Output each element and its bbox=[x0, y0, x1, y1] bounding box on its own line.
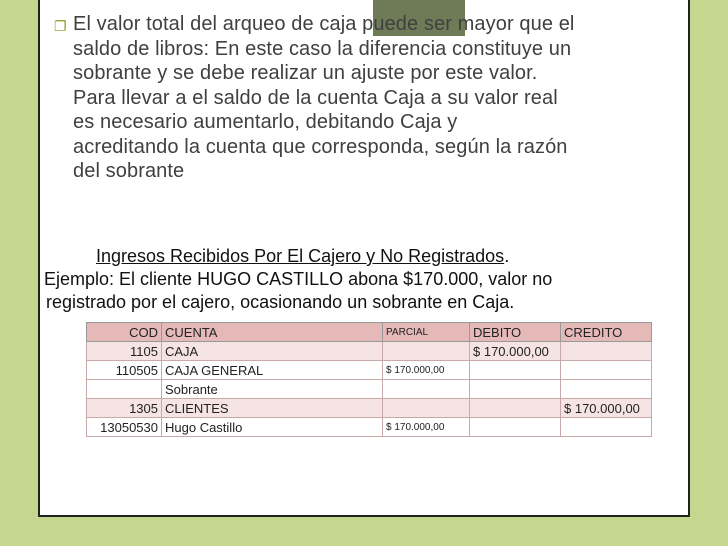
cell-cod: 1105 bbox=[87, 342, 162, 361]
table-row bbox=[87, 399, 652, 418]
section-heading bbox=[96, 246, 509, 267]
header-credito: CREDITO bbox=[561, 323, 652, 342]
cell-cuenta: CAJA bbox=[162, 342, 383, 361]
section-heading-suffix: . bbox=[504, 246, 510, 266]
cell-debito bbox=[470, 380, 561, 399]
cell-debito: $ 170.000,00 bbox=[470, 342, 561, 361]
example-line-1: Ejemplo: El cliente HUGO CASTILLO abona $170.000, valor no bbox=[44, 269, 553, 289]
cell-cuenta: CAJA GENERAL bbox=[162, 361, 383, 380]
cell-credito: $ 170.000,00 bbox=[561, 399, 652, 418]
cell-credito bbox=[561, 380, 652, 399]
section-heading-text: Ingresos Recibidos Por El Cajero y No Registrados bbox=[96, 246, 505, 266]
cell-cod: 110505 bbox=[87, 361, 162, 380]
cell-cod: 13050530 bbox=[87, 418, 162, 437]
bullet-line: acreditando la cuenta que corresponda, según la razón bbox=[73, 135, 568, 158]
header-parcial: PARCIAL bbox=[383, 323, 470, 342]
bullet-text bbox=[73, 12, 690, 184]
header-debito: DEBITO bbox=[470, 323, 561, 342]
bullet-line: El valor total del arqueo de caja puede ser mayor que el bbox=[73, 13, 575, 35]
header-cuenta: CUENTA bbox=[162, 323, 383, 342]
cell-parcial: $ 170.000,00 bbox=[383, 418, 470, 437]
cell-parcial: $ 170.000,00 bbox=[383, 361, 470, 380]
table-row bbox=[87, 361, 652, 380]
bullet-line: saldo de libros: En este caso la diferencia constituye un bbox=[73, 37, 572, 60]
bullet-line: es necesario aumentarlo, debitando Caja y bbox=[73, 111, 458, 133]
cell-cuenta: Sobrante bbox=[162, 380, 383, 399]
bullet-line: del sobrante bbox=[73, 160, 185, 182]
cell-debito bbox=[470, 418, 561, 437]
cell-cuenta: CLIENTES bbox=[162, 399, 383, 418]
cell-credito bbox=[561, 342, 652, 361]
cell-parcial bbox=[383, 399, 470, 418]
cell-cuenta: Hugo Castillo bbox=[162, 418, 383, 437]
example-line-2: registrado por el cajero, ocasionando un sobrante en Caja. bbox=[46, 292, 515, 312]
cell-credito bbox=[561, 361, 652, 380]
bullet-icon: ❐ bbox=[54, 18, 67, 34]
table-row bbox=[87, 380, 652, 399]
cell-cod bbox=[87, 380, 162, 399]
table-row bbox=[87, 342, 652, 361]
cell-parcial bbox=[383, 342, 470, 361]
cell-debito bbox=[470, 361, 561, 380]
cell-parcial bbox=[383, 380, 470, 399]
header-cod: COD bbox=[87, 323, 162, 342]
ledger-table bbox=[86, 322, 652, 437]
bullet-line: sobrante y se debe realizar un ajuste por este valor. bbox=[73, 62, 538, 84]
table-row bbox=[87, 418, 652, 437]
cell-debito bbox=[470, 399, 561, 418]
cell-credito bbox=[561, 418, 652, 437]
cell-cod: 1305 bbox=[87, 399, 162, 418]
table-header-row bbox=[87, 323, 652, 342]
bullet-line: Para llevar a el saldo de la cuenta Caja a su valor real bbox=[73, 86, 558, 109]
